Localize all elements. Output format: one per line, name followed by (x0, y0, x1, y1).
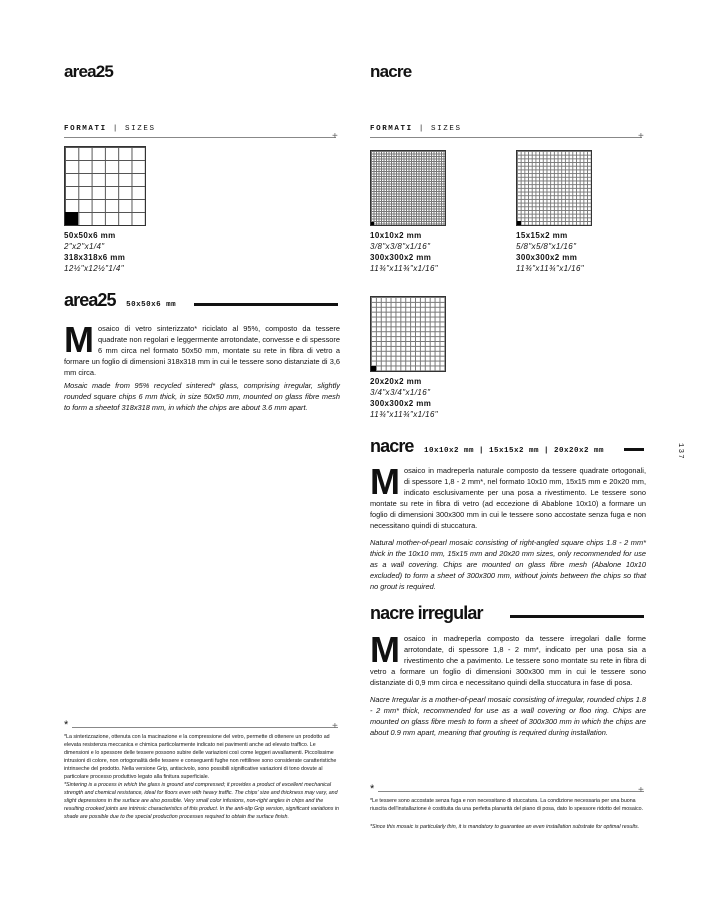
nacre-title: nacre (370, 436, 414, 456)
title-bar-decoration (624, 448, 644, 451)
right-footnote-star: * (370, 783, 375, 795)
area25-title-size: 50x50x6 mm (126, 301, 177, 309)
tile-size-mm: 15x15x2 mm (516, 231, 568, 240)
nacre-title-row (370, 436, 650, 458)
right-brand-title: nacre (370, 62, 412, 81)
area25-description-en: Mosaic made from 95% recycled sintered* glass, comprising irregular, slightly rounded square chips 6 mm thick, in size 50x50 mm, mounted on glass fibre mesh to form a sheetof 318x318 mm, in which the chips are about 3.6 mm apart. (64, 381, 340, 412)
nacre-15x15-grid (516, 150, 592, 226)
nacre-irregular-description-it: osaico in madreperla composto da tessere irregolari dalle forme arrotondate, di spessore 1,8 - 2 mm*, indicato per una posa sia a rivestimento che a pavimento. Le tessere sono montate su rete in fibra di vetro a formare un foglio di dimensioni 300x300 mm in cui le tessere sono distanziate di 0,9 mm circa e necessitano quindi della stuccatura in fase di posa. (370, 634, 646, 687)
sheet-size-in: 11¾"x11¾"x1/16" (516, 264, 585, 273)
tile-size-in: 5/8"x5/8"x1/16" (516, 242, 577, 251)
area25-spec (64, 230, 224, 274)
plus-icon: + (638, 785, 644, 796)
nacre-description-en: Natural mother-of-pearl mosaic consisting of right-angled square chips 1.8 - 2 mm* thick in the 10x10 mm, 15x15 mm and 20x20 mm sizes, only recommended for use as a wall covering. Chips are mounted on glass fibre mesh (Abalone 10x10 excluded) to form a sheet of 300x300 mm, without joints between the chips so that no grout is required. (370, 538, 646, 591)
plus-icon: + (638, 131, 644, 142)
left-footnote-star: * (64, 719, 69, 731)
sheet-size-mm: 300x300x2 mm (370, 253, 432, 262)
separator: | (112, 125, 119, 133)
sheet-size-in: 12½"x12½"1/4" (64, 264, 124, 273)
title-bar-decoration (194, 303, 338, 306)
nacre-spec-15 (516, 230, 656, 274)
tile-size-mm: 10x10x2 mm (370, 231, 422, 240)
area25-description-it: osaico di vetro sinterizzato* riciclato al 95%, composto da tessere quadrate non regolari e leggermente arrotondate, convesse e di spessore 6 mm circa nel formato 50x50 mm, montate su rete in fibra di vetro a formare un foglio di dimensioni 318x318 mm in cui le tessere sono distanziate di 3,6 mm circa. (64, 324, 340, 377)
sheet-size-mm: 318x318x6 mm (64, 253, 126, 262)
left-sizes-header (64, 125, 156, 133)
tile-swatch (517, 221, 521, 225)
formati-label: FORMATI (370, 125, 413, 133)
drop-cap: M (370, 461, 400, 502)
nacre-irregular-title: nacre irregular (370, 603, 483, 623)
sheet-size-in: 11¾"x11¾"x1/16" (370, 264, 439, 273)
nacre-irregular-body-it (370, 629, 646, 688)
tile-swatch (371, 366, 376, 371)
area25-title-row (64, 290, 340, 314)
left-footnote-it: *La sinterizzazione, ottenuta con la macinazione e la compressione del vetro, permette di ottenere un prodotto ad elevata resistenza meccanica e chimica particolarmente indicato nei pavimenti anche ad elevato traffico. Le dimensioni e lo spessore delle tessere possono subire delle variazioni così come leggeri avvallamenti. Piccolissime intrusioni di colore, non ortogonalità delle tessere e conseguenti fughe non rettilinee sono considerate caratteristiche intrinseche del prodotto. Nella versione Grip, antiscivolo, sono possibili significative variazioni di tono dovute al particolare processo produttivo legato alla finitura superficiale. (64, 734, 337, 780)
formati-label: FORMATI (64, 125, 107, 133)
right-sizes-header (370, 125, 462, 133)
sheet-size-mm: 300x300x2 mm (370, 399, 432, 408)
nacre-spec-10 (370, 230, 510, 274)
right-footnote-en: *Since this mosaic is particularly thin, it is mandatory to guarantee an even installation substrate for optimal results. (370, 824, 640, 830)
sheet-size-mm: 300x300x2 mm (516, 253, 578, 262)
right-header-rule (370, 137, 642, 138)
left-footnote-rule (72, 727, 338, 728)
area25-body-it (64, 319, 340, 378)
tile-swatch (371, 222, 374, 225)
tile-size-mm: 50x50x6 mm (64, 231, 116, 240)
tile-size-in: 3/4"x3/4"x1/16" (370, 388, 431, 397)
tile-size-in: 3/8"x3/8"x1/16" (370, 242, 431, 251)
page-number: 137 (676, 443, 684, 461)
sizes-label: SIZES (125, 125, 156, 133)
area25-tile-grid (64, 146, 146, 226)
drop-cap: M (64, 319, 94, 360)
nacre-description-it: osaico in madreperla naturale composto da tessere quadrate ortogonali, di spessore 1,8 - 2 mm*, nel formato 10x10 mm, 15x15 mm e 20x20 mm, indicato esclusivamente per una posa a rivestimento. Le tessere sono montate su rete in fibra di vetro (ad eccezione di Abablone 10x10) a formare un foglio di dimensioni 300x300 mm in cui le tessere sono accostate senza fuga e non necessitano quindi di stuccatura. (370, 466, 646, 530)
left-footnote-en: *Sintering is a process in which the glass is ground and compressed; it provides a product of excellent mechanical strength and chemical resistance, ideal for floors even with heavy traffic. The chips' size and thickness may vary, and slight depressions in the surface are also possible. Very small color infusions, non-right angles in chips and the resulting crooked joints are intrinsic characteristics of this product. In the anti-slip Grip version, significant variations in shade are possible due to the special production processes required to obtain the surface finish. (64, 782, 339, 820)
nacre-20x20-grid (370, 296, 446, 372)
nacre-body-it (370, 461, 646, 531)
nacre-10x10-grid (370, 150, 446, 226)
right-footnote-it: *Le tessere sono accostate senza fuga e non necessitano di stuccatura. La condizione necessaria per una buona riuscita dell'installazione è costituita da una perfetta planarità del piano di posa, dato lo spessore ridotto del mosaico. (370, 798, 644, 812)
left-brand-title: area25 (64, 62, 114, 81)
separator: | (418, 125, 425, 133)
plus-icon: + (332, 721, 338, 732)
plus-icon: + (332, 131, 338, 142)
area25-title: area25 (64, 290, 116, 310)
right-footnote-rule (378, 791, 644, 792)
title-bar-decoration (510, 615, 644, 618)
nacre-title-sizes: 10x10x2 mm | 15x15x2 mm | 20x20x2 mm (424, 447, 605, 455)
nacre-irregular-description-en: Nacre Irregular is a mother-of-pearl mosaic consisting of irregular, rounded chips 1.8 - 2 mm* thick, recommended for use as a wall covering or floo ring. Chips are mounted on glass fibre mesh to form a sheet of 300x300 mm in which the chips are about 0.9 mm apart, meaning that grouting is required during installation. (370, 695, 646, 737)
tile-size-mm: 20x20x2 mm (370, 377, 422, 386)
left-header-rule (64, 137, 336, 138)
nacre-spec-20 (370, 376, 510, 420)
drop-cap: M (370, 629, 400, 670)
tile-size-in: 2"x2"x1/4" (64, 242, 105, 251)
sizes-label: SIZES (431, 125, 462, 133)
sheet-size-in: 11¾"x11¾"x1/16" (370, 410, 439, 419)
tile-swatch (65, 212, 78, 225)
